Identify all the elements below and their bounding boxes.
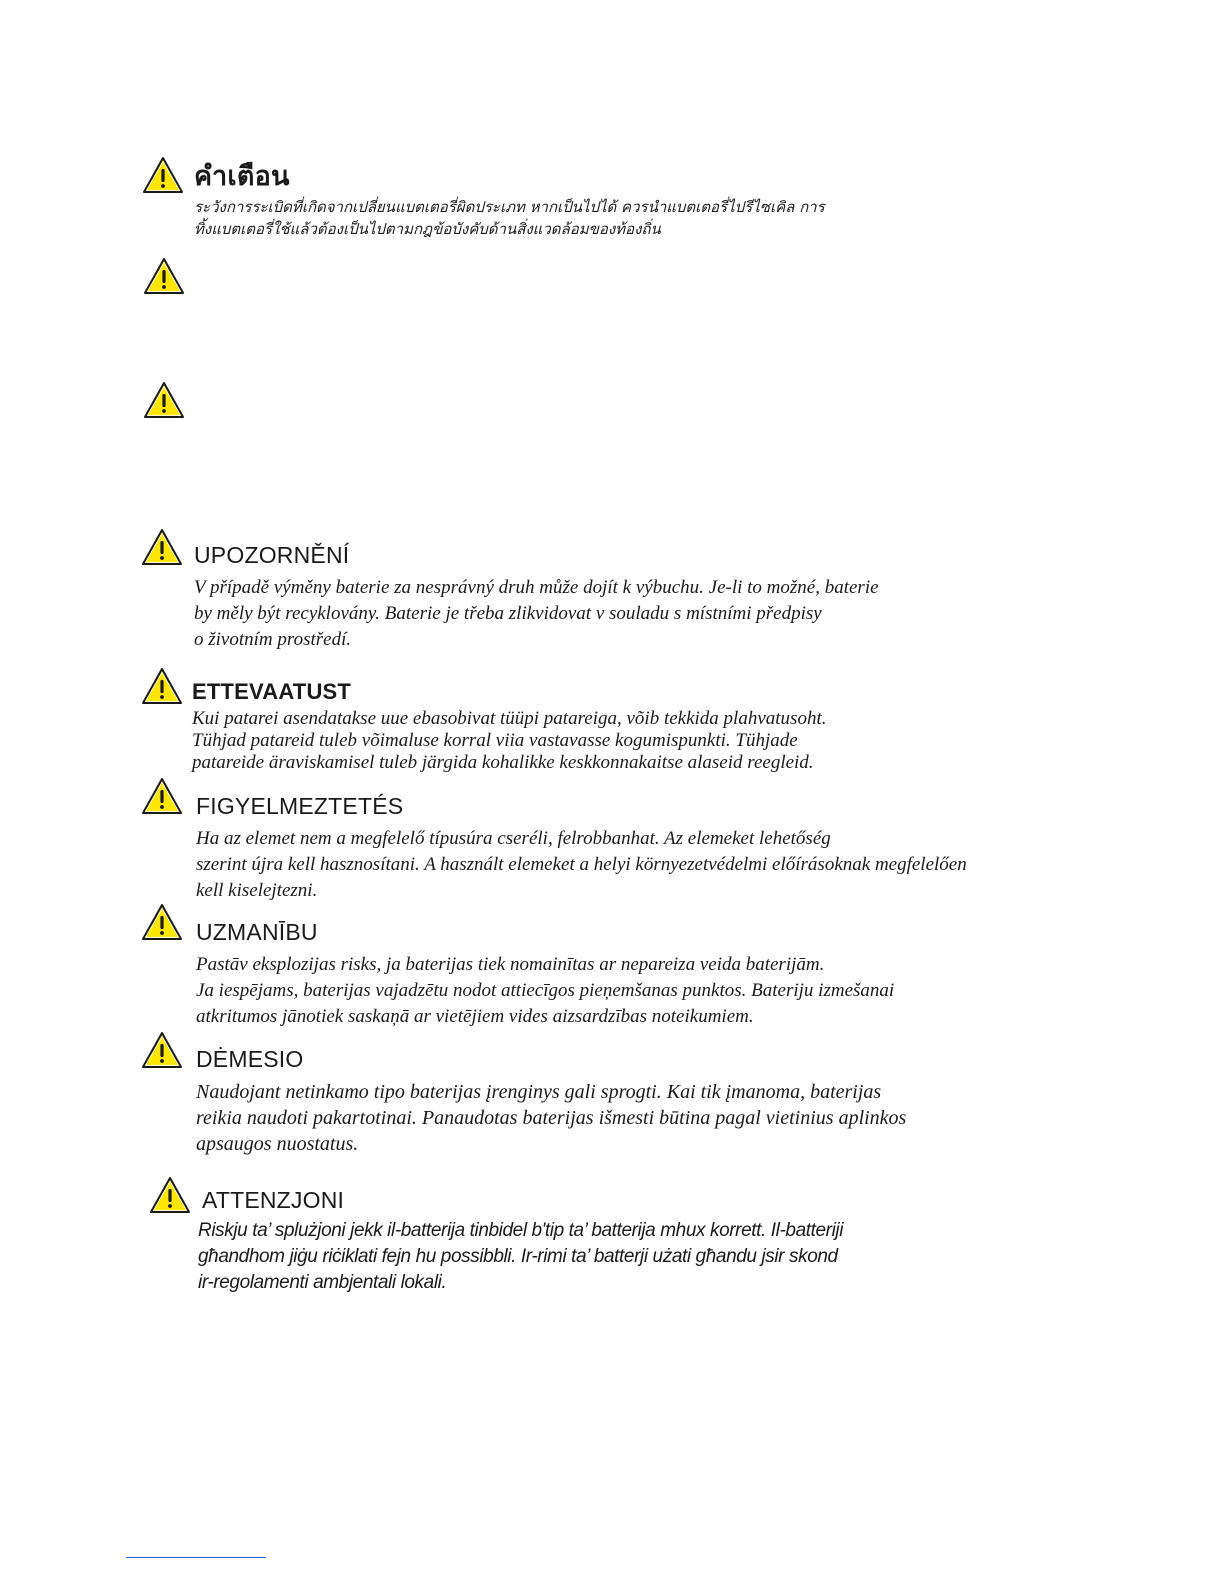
notice-line: kell kiselejtezni. [196, 880, 318, 901]
notice-text [196, 1079, 906, 1157]
notice-line: o životním prostředí. [194, 629, 352, 650]
notice-line: szerint újra kell hasznosítani. A használt elemeket a helyi környezetvédelmi előírásoknak megfelelően [196, 854, 967, 875]
warning-triangle-icon [140, 1030, 184, 1070]
notice-line: by měly být recyklovány. Baterie je třeba zlikvidovat v souladu s místními předpisy [194, 603, 822, 624]
notice-title: ETTEVAATUST [192, 679, 352, 704]
notice-line: Pastāv eksplozijas risks, ja baterijas tiek nomainītas ar nepareiza veida baterijām. [196, 954, 825, 975]
warning-triangle-icon [140, 666, 184, 706]
notice-line: patareide äraviskamisel tuleb järgida kohalikke keskkonnakaitse alaseid reegleid. [192, 752, 814, 773]
notice-line: ทิ้งแบตเตอรี่ใช้แล้วต้องเป็นไปตามกฎข้อบังคับด้านสิ่งแวดล้อมของท้องถิ่น [194, 220, 661, 238]
notice-maltese [198, 1186, 844, 1296]
notice-lithuanian [196, 1045, 906, 1157]
notice-line: reikia naudoti pakartotinai. Panaudotas baterijas išmesti būtina pagal vietinius aplinkos [196, 1107, 907, 1129]
notice-title: UPOZORNĚNÍ [194, 542, 350, 568]
notice-title: ATTENZJONI [202, 1187, 345, 1213]
notice-hungarian [196, 792, 967, 904]
notice-latvian [196, 918, 894, 1030]
notice-line: Ha az elemet nem a megfelelő típusúra cseréli, felrobbanhat. Az elemeket lehetőség [196, 828, 831, 849]
warning-triangle-icon [140, 902, 184, 942]
notice-title: DĖMESIO [196, 1046, 304, 1072]
notice-line: Naudojant netinkamo tipo baterijas įrenginys gali sprogti. Kai tik įmanoma, baterijas [196, 1081, 882, 1103]
warning-triangle-icon [141, 155, 185, 195]
notice-text [198, 1218, 843, 1296]
notice-czech [194, 541, 879, 653]
notice-text [196, 952, 894, 1030]
notice-line: atkritumos jānotiek saskaņā ar vietējiem vides aizsardzības noteikumiem. [196, 1006, 754, 1027]
notice-line: Ja iespējams, baterijas vajadzētu nodot attiecīgos pieņemšanas punktos. Bateriju izmešanai [196, 980, 895, 1001]
notice-title: UZMANĪBU [196, 919, 318, 945]
warning-triangle-icon [148, 1175, 192, 1215]
warning-triangle-icon [140, 776, 184, 816]
notice-thai [194, 162, 825, 240]
notice-line: apsaugos nuostatus. [196, 1133, 359, 1155]
warning-triangle-icon [142, 380, 186, 420]
notice-title: คำเตือน [194, 161, 290, 191]
footer-rule [126, 1557, 266, 1558]
notice-title: FIGYELMEZTETÉS [196, 793, 404, 819]
notice-line: għandhom jiġu riċiklati fejn hu possibbli. Ir-rimi ta’ batterji użati għandu jsir skond [198, 1246, 838, 1267]
notice-line: ระวังการระเบิดที่เกิดจากเปลี่ยนแบตเตอรี่ผิดประเภท หากเป็นไปได้ ควรนำแบตเตอรี่ไปรีไซเคิล การ [194, 198, 825, 216]
notice-text [196, 826, 967, 904]
notice-text [194, 575, 879, 653]
notice-line: V případě výměny baterie za nesprávný druh může dojít k výbuchu. Je-li to možné, baterie [194, 577, 879, 598]
notice-text [192, 708, 826, 774]
warning-triangle-icon [140, 527, 184, 567]
notice-text [194, 196, 825, 240]
notice-line: Riskju ta’ splużjoni jekk il-batterija tinbidel b'tip ta’ batterija mhux korrett. Il-batteriji [198, 1220, 844, 1241]
notice-line: Tühjad patareid tuleb võimaluse korral viia vastavasse kogumispunkti. Tühjade [192, 730, 798, 751]
warning-triangle-icon [142, 256, 186, 296]
notice-line: ir-regolamenti ambjentali lokali. [198, 1272, 447, 1293]
notice-line: Kui patarei asendatakse uue ebasobivat tüüpi patareiga, võib tekkida plahvatusoht. [192, 708, 827, 729]
notice-estonian [192, 678, 826, 774]
